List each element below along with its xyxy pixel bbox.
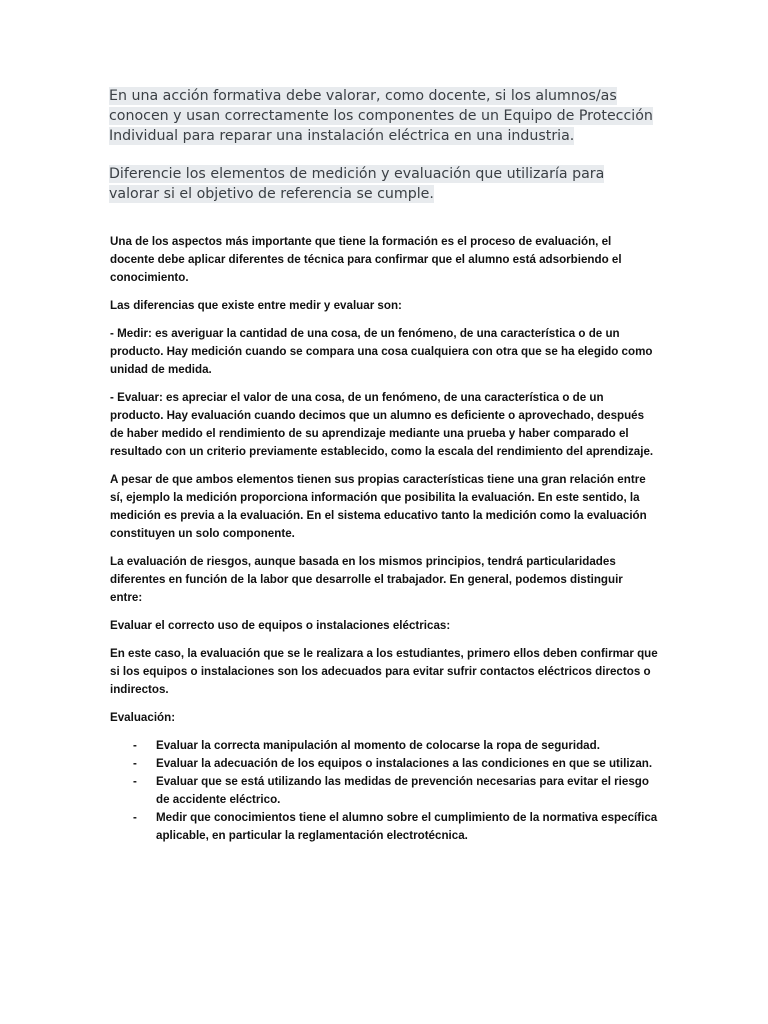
list-item	[110, 773, 658, 809]
answer-body	[110, 233, 658, 845]
list-item-text: Medir que conocimientos tiene el alumno sobre el cumplimiento de la normativa específica aplicable, en particular la reglamentación electrotécnica.	[156, 811, 658, 842]
question-text-2: Diferencie los elementos de medición y evaluación que utilizaría para valorar si el objetivo de referencia se cumple.	[109, 166, 605, 202]
answer-paragraph-differences: Las diferencias que existe entre medir y evaluar son:	[110, 299, 402, 312]
answer-paragraph-evaluar: - Evaluar: es apreciar el valor de una cosa, de un fenómeno, de una característica o de un producto. Hay evaluación cuando decimos que un alumno es deficiente o aprovechado, después de haber medido el rendimiento de su aprendizaje mediante una prueba y haber comparado el resultado con un criterio previamente establecido, como la escala del rendimiento del aprendizaje.	[110, 391, 654, 458]
answer-paragraph-relation: A pesar de que ambos elementos tienen sus propias características tiene una gran relación entre sí, ejemplo la medición proporciona información que posibilita la evaluación. En este sentido, la medición es previa a la evaluación. En el sistema educativo tanto la medición como la evaluación constituyen un solo componente.	[110, 473, 647, 540]
list-dash: -	[133, 739, 137, 752]
list-dash: -	[133, 811, 137, 824]
question-text-1: En una acción formativa debe valorar, como docente, si los alumnos/as conocen y usan correctamente los componentes de un Equipo de Protección Individual para reparar una instalación eléctrica en una industria.	[109, 88, 653, 144]
answer-paragraph-heading: Evaluar el correcto uso de equipos o instalaciones eléctricas:	[110, 619, 451, 632]
question-paragraph-2	[109, 164, 654, 204]
list-dash: -	[133, 775, 137, 788]
list-item-text: Evaluar la correcta manipulación al momento de colocarse la ropa de seguridad.	[156, 739, 600, 752]
answer-paragraph-evaluation-label: Evaluación:	[110, 711, 176, 724]
answer-paragraph-risk: La evaluación de riesgos, aunque basada en los mismos principios, tendrá particularidades diferentes en función de la labor que desarrolle el trabajador. En general, podemos distinguir entre:	[110, 555, 623, 604]
evaluation-list	[110, 737, 658, 845]
list-dash: -	[133, 757, 137, 770]
list-item	[110, 755, 658, 773]
list-item	[110, 737, 658, 755]
question-paragraph-1	[109, 86, 654, 146]
answer-paragraph-medir: - Medir: es averiguar la cantidad de una cosa, de un fenómeno, de una característica o de un producto. Hay medición cuando se compara una cosa cualquiera con otra que se ha elegido como unidad de medida.	[110, 327, 653, 376]
list-item-text: Evaluar la adecuación de los equipos o instalaciones a las condiciones en que se utilizan.	[156, 757, 653, 770]
list-item	[110, 809, 658, 845]
list-item-text: Evaluar que se está utilizando las medidas de prevención necesarias para evitar el riesgo de accidente eléctrico.	[156, 775, 649, 806]
answer-paragraph-intro: Una de los aspectos más importante que tiene la formación es el proceso de evaluación, el docente debe aplicar diferentes de técnica para confirmar que el alumno está adsorbiendo el conocimiento.	[110, 235, 622, 284]
answer-paragraph-case: En este caso, la evaluación que se le realizara a los estudiantes, primero ellos deben confirmar que si los equipos o instalaciones son los adecuados para evitar sufrir contactos eléctricos directos o indirectos.	[110, 647, 658, 696]
